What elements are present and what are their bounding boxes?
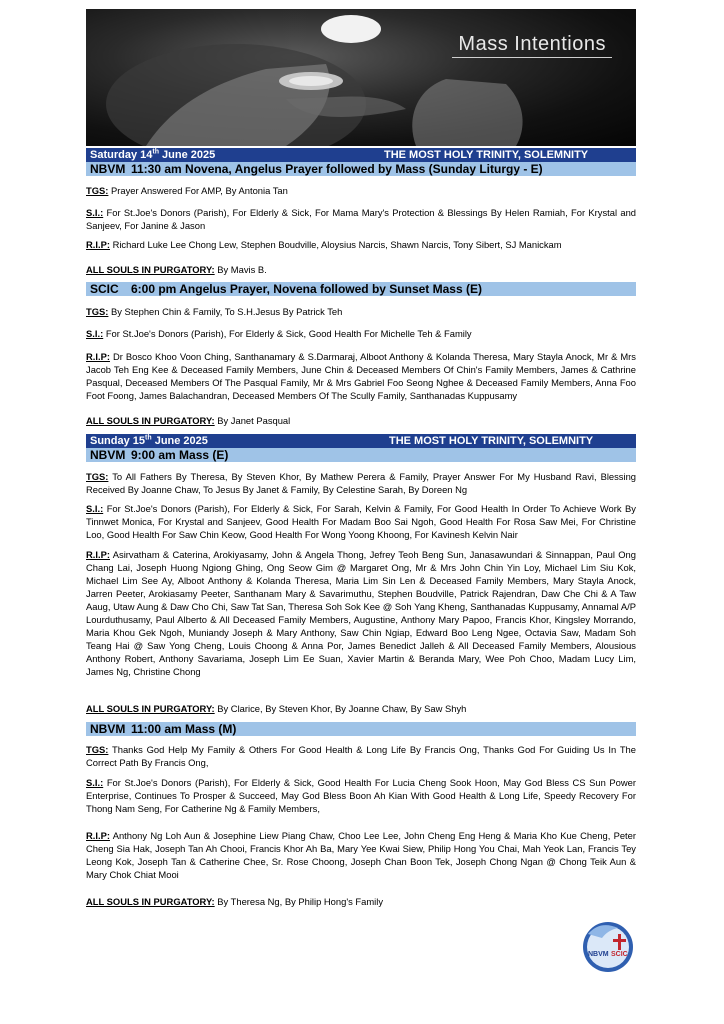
page-title: Mass Intentions — [452, 33, 612, 58]
intention-tgs: TGS: Prayer Answered For AMP, By Antonia Tan — [86, 185, 288, 196]
intention-si: S.I.: For St.Joe's Donors (Parish), For Elderly & Sick, For Mama Mary's Protection & Blessings By Helen Ramiah, For Krystal and Sanjeev, For Janine & Jason — [86, 207, 636, 231]
intention-si: S.I.: For St.Joe's Donors (Parish), For Elderly & Sick, For Sarah, Kelvin & Family, For Good Health In Order To Achieve Work By Tinnwet Monica, For Krystal and Sanjeev, Good Health For Madam Boo Sai Ngoh, Good Health For Rosa Saw Mei, For Christine Loo, Good Health For Saw Chin Keow, Good Health For Wong Yoong Khoong, For Kavinesh Kelvin Nair — [86, 503, 636, 540]
church-code: SCIC — [90, 282, 119, 296]
intention-rip: R.I.P: Asirvatham & Caterina, Arokiyasamy, John & Angela Thong, Jefrey Teoh Beng Sun, Janasawundari & Sinnappan, Paul Ong Chang Lai, Joseph Huong Ngiong Ghing, Ong Seow Gim @ Margaret Ong, Mr & Mrs John Chin Yin Loy, Michael Lim Siu Kok, Michael Lim See Ay, Alboot Anthony & Kolanda Theresa, Maria Lim Sin Len & Deceased Family Members, Mary Stayla Anock, Jarren Peeter, Arokiasamy Peeter, Santhanam Mary & Savarimuthu, Stephen Boudville, Patrick Rajendran, Daw Che Chi & A Taw Aaug, Utaw Aung & Daw Cho Chi, Saw Tat San, Theresa Soh Sok Kee @ Soh Yang Kheng, Santhanadas Kuppusamy, Annamal A/P Lourduthusamy, Paul Alberto & All Deceased Family Members, Augustine, Anthony Mary Papoo, Francis Khor, Kingsley Morrando, Maria Khou Gek Ngoh, Muniandy Joseph & Mary Anthony, Saw Chin Ngiap, Edward Boo Leng Ngee, Octavia Saw, Madam Soh Teang Hai @ Saw Yong Cheng, Louis Choong & Anna Por, James Benedict Jalleh & All Deceased Family Members, Alousious Anthony Robert, Anthony Savariama, Joseph Lim Ee Suan, Xavier Martin & Beranda Mary, Wee Poh Choo, Madam Lucy Lim, James Ng, Christine Chong — [86, 549, 636, 677]
church-code: NBVM — [90, 448, 126, 462]
feast-title: THE MOST HOLY TRINITY, SOLEMNITY — [389, 435, 594, 447]
mass-header — [86, 162, 636, 176]
mass-header — [86, 722, 636, 736]
intention-rip: R.I.P: Richard Luke Lee Chong Lew, Stephen Boudville, Aloysius Narcis, Shawn Narcis, Tony Sibert, SJ Manickam — [86, 239, 562, 250]
header-banner — [86, 9, 636, 146]
mass-header — [86, 282, 636, 296]
church-code: NBVM — [90, 162, 126, 176]
mass-time-title: 11:00 am Mass (M) — [131, 722, 237, 736]
mass-time-title: 6:00 pm Angelus Prayer, Novena followed by Sunset Mass (E) — [131, 282, 482, 296]
chalice-host-image — [86, 9, 636, 146]
feast-title: THE MOST HOLY TRINITY, SOLEMNITY — [384, 149, 589, 161]
day-date: Saturday 14th June 2025 — [90, 148, 216, 161]
day-header-sunday — [86, 434, 636, 448]
intention-tgs: TGS: To All Fathers By Theresa, By Steven Khor, By Mathew Perera & Family, Prayer Answer For My Husband Ravi, Blessing Received By Joanne Chaw, To Jesus By Janet & Family, By Celestine Sarah, By Doreen Ng — [86, 471, 637, 495]
intention-tgs: TGS: Thanks God Help My Family & Others For Good Health & Long Life By Francis Ong, Thanks God For Guiding Us In The Correct Path By Francis Ong, — [86, 744, 636, 768]
intention-rip: R.I.P: Anthony Ng Loh Aun & Josephine Liew Piang Chaw, Choo Lee Lee, John Cheng Eng Heng & Maria Kho Kue Cheng, Peter Cheng Sia Hak, Joseph Tan Ah Chooi, Francis Khor Ah Ba, Mary Yee Kwai Siew, Philip Hong You Chai, Mah Yeok Lan, Francis Tey Leong Kok, Joseph Tan & Catherine Chee, Sr. Rose Choong, Joseph Chan Boon Tek, Joseph Chong Ngan @ Chong Teik Aun & Mary Chok Chiat Mooi — [86, 830, 636, 880]
mass-time-title: 11:30 am Novena, Angelus Prayer followed by Mass (Sunday Liturgy - E) — [131, 162, 543, 176]
day-date: Sunday 15th June 2025 — [90, 434, 208, 447]
day-header-saturday — [86, 148, 636, 162]
intention-souls: ALL SOULS IN PURGATORY: By Janet Pasqual — [86, 415, 291, 426]
mass-header — [86, 448, 636, 462]
church-code: NBVM — [90, 722, 126, 736]
intention-tgs: TGS: By Stephen Chin & Family, To S.H.Jesus By Patrick Teh — [86, 306, 343, 317]
parish-logo — [578, 914, 636, 976]
intention-rip: R.I.P: Dr Bosco Khoo Voon Ching, Santhanamary & S.Darmaraj, Alboot Anthony & Kolanda Theresa, Mary Stayla Anock, Mr & Mrs Jacob Teh Eng Kee & Deceased Family Members, June Chin & Deceased Members Of Chin's Family Members, James & Cathrine Pasqual, Deceased Members Of The Pasqual Family, Mr & Mrs Gabriel Foo Seong Nghee & Deceased Family Members, Anna Foo Foot Foong, James Balachandran, Deceased Members Of The Scully Family, Santhanadas Kuppusamy — [86, 351, 636, 401]
intention-souls: ALL SOULS IN PURGATORY: By Clarice, By Steven Khor, By Joanne Chaw, By Saw Shyh — [86, 703, 467, 714]
intention-souls: ALL SOULS IN PURGATORY: By Mavis B. — [86, 264, 267, 275]
svg-text:NBVM: NBVM — [588, 951, 609, 958]
mass-time-title: 9:00 am Mass (E) — [131, 448, 229, 462]
intention-si: S.I.: For St.Joe's Donors (Parish), For Elderly & Sick, Good Health For Lucia Cheng Sook Hoon, May God Bless CS Sun Power Enterprise, Continues To Prosper & Succeed, May God Bless Boon Ah Kian With Good Health & Long Life, Speedy Recovery For Thong Nam Seng, For Catherine Ng & Family Members, — [86, 777, 637, 814]
svg-text:SCIC: SCIC — [611, 951, 628, 958]
intention-souls: ALL SOULS IN PURGATORY: By Theresa Ng, By Philip Hong's Family — [86, 896, 384, 907]
intention-si: S.I.: For St.Joe's Donors (Parish), For Elderly & Sick, Good Health For Michelle Teh & Family — [86, 328, 472, 339]
